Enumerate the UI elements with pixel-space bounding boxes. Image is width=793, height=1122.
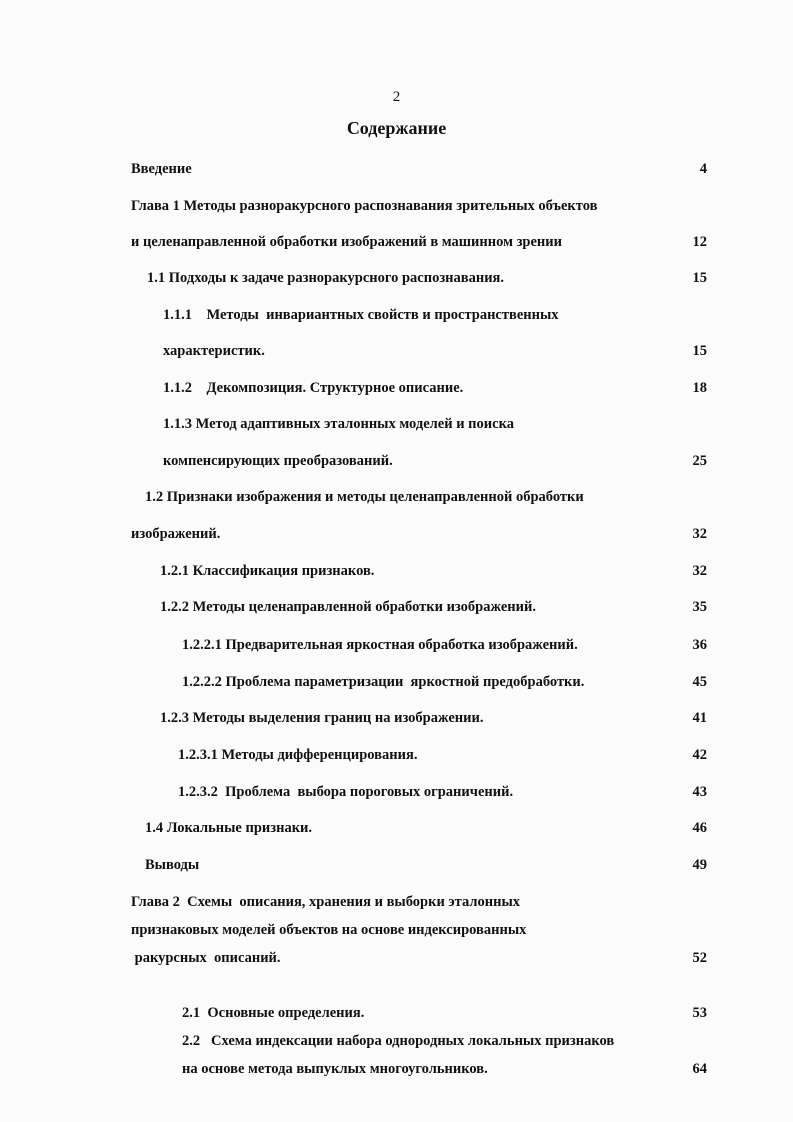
toc-page-number: 42	[692, 747, 707, 763]
toc-line: ракурсных описаний.	[131, 950, 281, 966]
toc-page-number: 45	[692, 674, 707, 690]
toc-line: на основе метода выпуклых многоугольников.	[182, 1061, 488, 1077]
page-number: 2	[392, 89, 401, 105]
toc-page-number: 35	[692, 599, 707, 615]
toc-line: 1.2 Признаки изображения и методы целенаправленной обработки	[145, 489, 584, 505]
toc-line: 1.2.2 Методы целенаправленной обработки изображений.	[160, 599, 536, 615]
toc-page-number: 25	[692, 453, 707, 469]
toc-line: 1.2.3 Методы выделения границ на изображении.	[160, 710, 484, 726]
toc-line: и целенаправленной обработки изображений в машинном зрении	[131, 234, 562, 250]
toc-page-number: 32	[692, 563, 707, 579]
toc-page-number: 64	[692, 1061, 707, 1077]
toc-line: изображений.	[131, 526, 221, 542]
toc-page-number: 41	[692, 710, 707, 726]
toc-line: характеристик.	[163, 343, 265, 359]
toc-line: 1.1.1 Методы инвариантных свойств и пространственных	[163, 307, 559, 323]
toc-line: 1.2.1 Классификация признаков.	[160, 563, 375, 579]
toc-line: 1.1 Подходы к задаче разноракурсного распознавания.	[147, 270, 505, 286]
toc-page-number: 4	[699, 161, 707, 177]
toc-line: Введение	[131, 161, 192, 177]
toc-page-number: 32	[692, 526, 707, 542]
toc-line: 1.2.2.2 Проблема параметризации яркостной предобработки.	[182, 674, 585, 690]
toc-line: 1.1.3 Метод адаптивных эталонных моделей и поиска	[163, 416, 514, 432]
toc-line: признаковых моделей объектов на основе индексированных	[131, 922, 527, 938]
toc-page-number: 15	[692, 270, 707, 286]
toc-page-number: 49	[692, 857, 707, 873]
toc-page-number: 36	[692, 637, 707, 653]
toc-page-number: 46	[692, 820, 707, 836]
toc-line: Глава 1 Методы разноракурсного распознавания зрительных объектов	[131, 198, 598, 214]
toc-line: Выводы	[145, 857, 200, 873]
toc-page-number: 53	[692, 1005, 707, 1021]
toc-page-number: 43	[692, 784, 707, 800]
toc-page-number: 15	[692, 343, 707, 359]
toc-line: Глава 2 Схемы описания, хранения и выборки эталонных	[131, 894, 521, 910]
toc-line: 1.2.3.2 Проблема выбора пороговых ограничений.	[178, 784, 514, 800]
toc-page-number: 18	[692, 380, 707, 396]
toc-line: 2.1 Основные определения.	[182, 1005, 365, 1021]
toc-line: компенсирующих преобразований.	[163, 453, 393, 469]
toc-line: 2.2 Схема индексации набора однородных локальных признаков	[182, 1033, 615, 1049]
page-title: Содержание	[346, 118, 447, 138]
toc-line: 1.2.3.1 Методы дифференцирования.	[178, 747, 418, 763]
toc-line: 1.2.2.1 Предварительная яркостная обработка изображений.	[182, 637, 578, 653]
toc-page-number: 52	[692, 950, 707, 966]
toc-line: 1.4 Локальные признаки.	[145, 820, 313, 836]
toc-page-number: 12	[692, 234, 707, 250]
toc-line: 1.1.2 Декомпозиция. Структурное описание.	[163, 380, 464, 396]
